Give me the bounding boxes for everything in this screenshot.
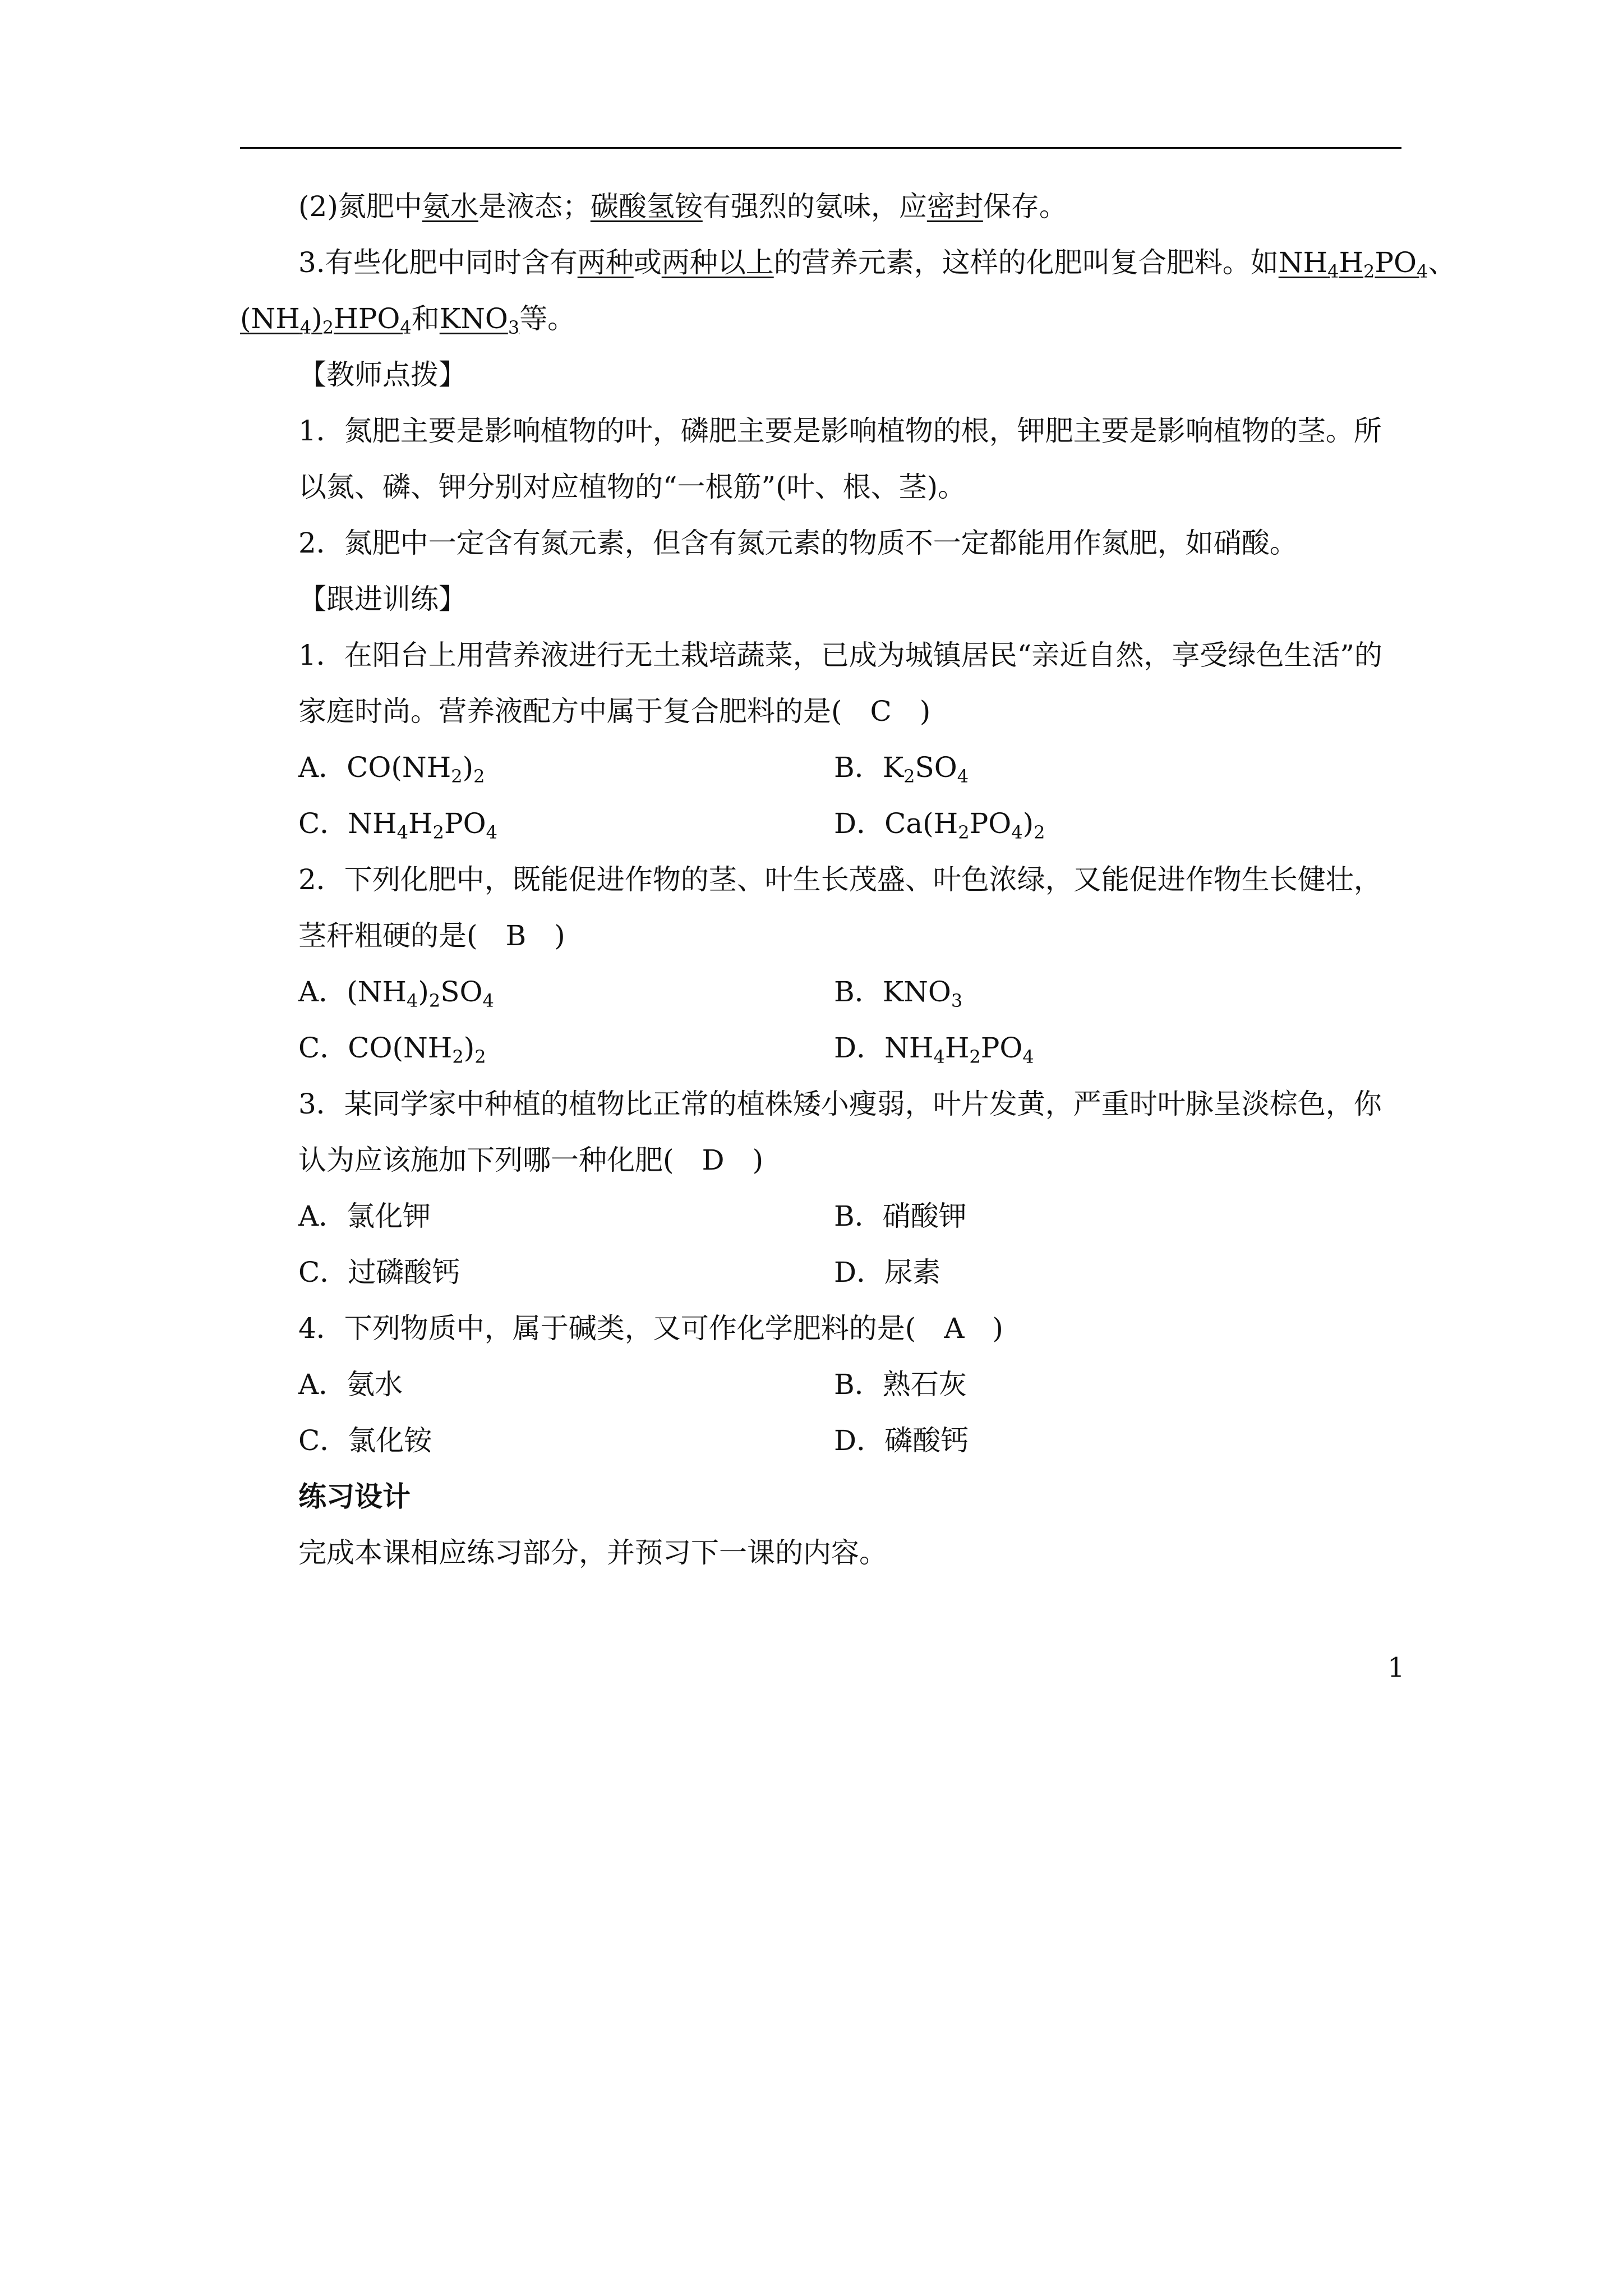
underlined-answer: 氨水 [422, 190, 478, 223]
text: 是液态； [478, 190, 591, 223]
option-a: A．氯化钾 [298, 1200, 431, 1232]
practice-heading: 练习设计 [298, 1480, 411, 1513]
question-2-options-row-1 [240, 964, 1401, 1020]
underlined-answer: 两种 [577, 246, 634, 279]
option-b: B．$K_2SO_4$ [834, 751, 969, 787]
follow-training-heading: 【跟进训练】 [298, 583, 467, 615]
text: 和 [411, 302, 440, 335]
question-3-options-row-1 [240, 1188, 1401, 1244]
option-c: C．氯化铵 [298, 1424, 432, 1457]
text: 3.有些化肥中同时含有 [298, 246, 578, 279]
option-d: D．尿素 [834, 1256, 941, 1289]
question-4-options-row-2 [240, 1412, 1401, 1469]
option-c: C．$NH_4H_2PO_4$ [298, 807, 497, 843]
option-a: A．氨水 [298, 1368, 403, 1401]
option-b: B．熟石灰 [834, 1368, 967, 1401]
paragraph-nitrogen-storage [240, 178, 1401, 234]
header-rule [240, 147, 1401, 149]
text: 、 [1428, 246, 1456, 279]
text: 或 [633, 246, 662, 279]
teacher-tip-1: 1．氮肥主要是影响植物的叶，磷肥主要是影响植物的根，钾肥主要是影响植物的茎。所以氮、磷、钾分别对应植物的“一根筋”(叶、根、茎)。 [298, 415, 1382, 503]
teacher-tips-heading: 【教师点拨】 [298, 358, 467, 391]
text: 有强烈的氨味，应 [702, 190, 927, 223]
question-3-stem: 3．某同学家中种植的植物比正常的植株矮小瘦弱，叶片发黄，严重时叶脉呈淡棕色，你认为应该施加下列哪一种化肥( D ) [298, 1088, 1382, 1176]
question-4-options-row-1 [240, 1356, 1401, 1412]
option-b: B．$KNO_3$ [834, 976, 963, 1011]
page-number: 1 [1387, 1652, 1405, 1683]
option-c: C．过磷酸钙 [298, 1256, 460, 1289]
text: (2)氮肥中 [298, 190, 422, 223]
teacher-tip-2: 2．氮肥中一定含有氮元素，但含有氮元素的物质不一定都能用作氮肥，如硝酸。 [298, 527, 1298, 559]
question-1-stem: 1．在阳台上用营养液进行无土栽培蔬菜，已成为城镇居民“亲近自然，享受绿色生活”的家庭时尚。营养液配方中属于复合肥料的是( C ) [298, 639, 1382, 728]
text: 保存。 [983, 190, 1067, 223]
option-c: C．$CO(NH_2)_2$ [298, 1032, 486, 1068]
document-body [240, 178, 1456, 1581]
option-a: A．$CO(NH_2)_2$ [298, 751, 485, 787]
practice-text: 完成本课相应练习部分，并预习下一课的内容。 [298, 1536, 887, 1569]
paragraph-compound-fertilizer [240, 234, 1456, 291]
underlined-formula: $KNO_3$ [439, 302, 520, 338]
underlined-formula: $NH_4H_2PO_4$ [1278, 246, 1428, 282]
underlined-answer: 密封 [926, 190, 983, 223]
option-d: D．$Ca(H_2PO_4)_2$ [834, 807, 1045, 843]
option-b: B．硝酸钾 [834, 1200, 967, 1232]
underlined-answer: 两种以上 [661, 246, 774, 279]
option-d: D．$NH_4H_2PO_4$ [834, 1032, 1034, 1068]
question-4-stem: 4．下列物质中，属于碱类，又可作化学肥料的是( A ) [298, 1312, 1003, 1345]
paragraph-compound-fertilizer-cont [240, 291, 1401, 347]
text: 的营养元素，这样的化肥叫复合肥料。如 [773, 246, 1279, 279]
question-1-options-row-2 [240, 795, 1401, 852]
option-d: D．磷酸钙 [834, 1424, 969, 1457]
option-a: A．$(NH_4)_2SO_4$ [298, 976, 494, 1011]
underlined-formula: $(NH_4)_2HPO_4$ [240, 302, 412, 338]
underlined-answer: 碳酸氢铵 [590, 190, 703, 223]
question-3-options-row-2 [240, 1244, 1401, 1300]
text: 等。 [519, 302, 576, 335]
question-1-options-row-1 [240, 739, 1401, 795]
question-2-options-row-2 [240, 1020, 1401, 1076]
question-2-stem: 2．下列化肥中，既能促进作物的茎、叶生长茂盛、叶色浓绿，又能促进作物生长健壮，茎秆粗硬的是( B ) [298, 863, 1382, 952]
